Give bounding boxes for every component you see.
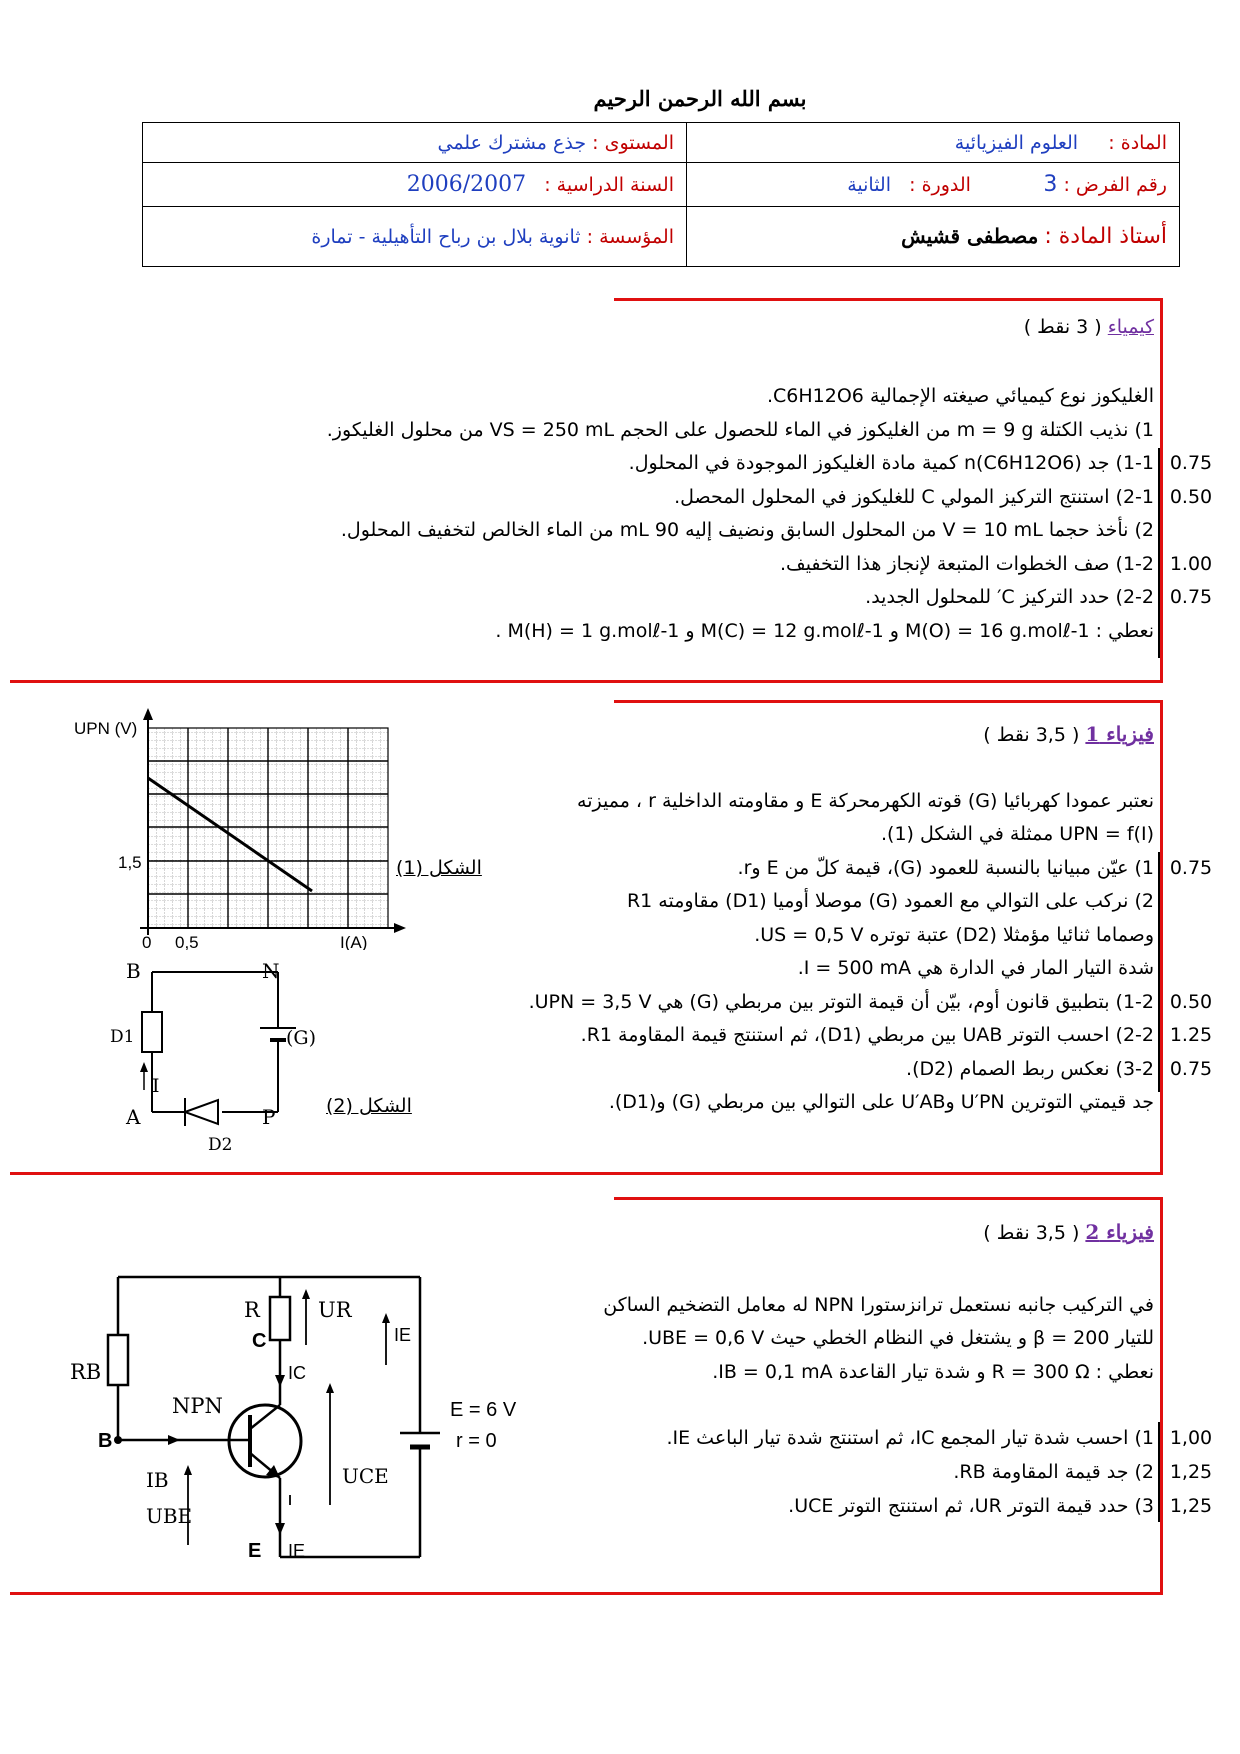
phys2-border-bottom bbox=[10, 1592, 1163, 1595]
subject-label: المادة : bbox=[1108, 131, 1167, 154]
label-d1: D1 bbox=[110, 1027, 135, 1047]
graph-y-tick: 1,5 bbox=[118, 853, 142, 872]
node-n: N bbox=[262, 959, 280, 983]
phys1-line-10: جد قيمتي التوترين U′PN وU′AB على التوالي بين مربطي (G) و(D1). bbox=[608, 1091, 1154, 1113]
phys1-line-6: شدة التيار المار في الدارة هي I = 500 mA. bbox=[797, 957, 1154, 979]
diode-d2 bbox=[185, 1100, 218, 1124]
graph-x-tick-1: 0,5 bbox=[175, 933, 199, 950]
exam-number-label: رقم الفرض : bbox=[1063, 174, 1167, 196]
circuit2-wires bbox=[152, 972, 278, 1112]
phys1-score-1: 0.75 bbox=[1169, 857, 1213, 879]
chem-line-8: نعطي : M(O) = 16 g.molℓ-1 و M(C) = 12 g.molℓ-1 و M(H) = 1 g.molℓ-1 . bbox=[495, 620, 1154, 642]
ie-bottom-arrow bbox=[275, 1523, 285, 1535]
chem-score-3: 1.00 bbox=[1169, 553, 1213, 575]
phys1-title-row bbox=[983, 722, 1154, 746]
label-e-value: E = 6 V bbox=[450, 1399, 517, 1421]
phys2-line-5: 2) جد قيمة المقاومة RB. bbox=[953, 1461, 1154, 1483]
ie-top-arrow bbox=[382, 1313, 390, 1323]
chem-score-1: 0.75 bbox=[1169, 452, 1213, 474]
chem-border-bottom bbox=[10, 680, 1163, 683]
phys2-line-3: نعطي : R = 300 Ω و شدة تيار القاعدة IB = 0,1 mA. bbox=[712, 1361, 1154, 1383]
phys2-title: فيزياء 2 bbox=[1085, 1220, 1154, 1244]
label-i: I bbox=[152, 1075, 160, 1097]
phys2-score-1: 1,00 bbox=[1169, 1427, 1213, 1449]
label-ie-top: IE bbox=[394, 1325, 412, 1345]
label-ie-bottom: IE bbox=[288, 1541, 306, 1561]
phys2-border-right bbox=[1160, 1197, 1163, 1594]
teacher-label: أستاذ المادة : bbox=[1044, 224, 1167, 249]
chem-line-7: 2-2) حدد التركيز C′ للمحلول الجديد. bbox=[865, 586, 1154, 608]
chem-line-1: الغليكوز نوع كيميائي صيغته الإجمالية C6H12O6. bbox=[766, 385, 1154, 407]
phys1-title: فيزياء 1 bbox=[1085, 722, 1154, 746]
chem-line-2: 1) نذيب الكتلة m = 9 g من الغليكوز في الماء للحصول على الحجم VS = 250 mL من محلول الغليكوز. bbox=[326, 419, 1154, 441]
phys1-score-divider bbox=[1158, 852, 1160, 1092]
chem-score-divider bbox=[1158, 448, 1160, 658]
label-r: R bbox=[244, 1298, 260, 1322]
session-label: الدورة : bbox=[909, 174, 971, 196]
phys2-score-divider bbox=[1158, 1422, 1160, 1522]
fig1-label: الشكل (1) bbox=[396, 857, 482, 879]
resistor-rb bbox=[108, 1335, 128, 1385]
graph-x-label: I(A) bbox=[340, 933, 368, 950]
basmala: بسم الله الرحمن الرحيم bbox=[593, 86, 807, 111]
label-d2: D2 bbox=[208, 1135, 233, 1150]
phys1-points: ( 3,5 نقط ) bbox=[983, 724, 1080, 746]
resistor-r bbox=[270, 1297, 290, 1340]
phys1-line-5: وصماما ثنائيا مؤمثلا (D2) عتبة توتره US = 0,5 V. bbox=[754, 924, 1154, 946]
teacher-value: مصطفى قشيش bbox=[901, 224, 1039, 248]
school-value: ثانوية بلال بن رباح التأهيلية - تمارة bbox=[311, 225, 581, 248]
phys1-score-3: 1.25 bbox=[1169, 1024, 1213, 1046]
graph-x-tick-0: 0 bbox=[142, 933, 152, 950]
label-r-value: r = 0 bbox=[456, 1430, 497, 1452]
phys1-line-8: 2-2) احسب التوتر UAB بين مربطي (D1)، ثم استنتج قيمة المقاومة R1. bbox=[580, 1024, 1154, 1046]
uce-arrow bbox=[326, 1383, 334, 1393]
chem-border-top bbox=[614, 298, 1163, 301]
label-g: (G) bbox=[286, 1027, 317, 1049]
chem-title-row bbox=[1024, 316, 1154, 338]
chem-title: كيمياء bbox=[1107, 316, 1154, 338]
node-b: B bbox=[126, 959, 141, 983]
phys2-score-2: 1,25 bbox=[1169, 1461, 1213, 1483]
phys1-line-1: نعتبر عمودا كهربائيا (G) قوته الكهرمحركة E و مقاومته الداخلية r ، مميزته bbox=[577, 790, 1154, 812]
phys1-line-2: UPN = f(I) ممثلة في الشكل (1). bbox=[880, 823, 1154, 845]
resistor-d1 bbox=[142, 1012, 162, 1052]
label-e: E bbox=[248, 1540, 262, 1562]
phys2-line-1: في التركيب جانبه نستعمل ترانزستورا NPN له معامل التضخيم الساكن bbox=[603, 1294, 1154, 1316]
phys1-line-7: 1-2) بتطبيق قانون أوم، بيّن أن قيمة التوتر بين مربطي (G) هي UPN = 3,5 V. bbox=[528, 991, 1154, 1013]
ib-arrow bbox=[168, 1435, 180, 1445]
ur-arrow bbox=[302, 1289, 310, 1299]
node-a: A bbox=[126, 1105, 141, 1129]
label-ic: IC bbox=[288, 1363, 306, 1383]
fig2-label: الشكل (2) bbox=[326, 1095, 412, 1117]
ic-arrow bbox=[275, 1375, 285, 1387]
label-npn: NPN bbox=[172, 1394, 223, 1418]
label-c: C bbox=[252, 1330, 267, 1352]
chem-line-5: 2) نأخذ حجما V = 10 mL من المحلول السابق ونضيف إليه 90 mL من الماء الخالص لتخفيف المحلول. bbox=[340, 519, 1154, 541]
graph-x-arrow bbox=[394, 923, 406, 933]
phys2-title-row bbox=[983, 1220, 1154, 1244]
node-p: P bbox=[262, 1105, 276, 1129]
node-b-dot bbox=[114, 1436, 122, 1444]
graph-y-arrow bbox=[143, 708, 153, 720]
chem-points: ( 3 نقط ) bbox=[1023, 316, 1102, 338]
subject-value: العلوم الفيزيائية bbox=[954, 131, 1079, 154]
level-label: المستوى : bbox=[592, 131, 674, 154]
current-arrow-head bbox=[140, 1062, 148, 1072]
phys1-line-3: 1) عيّن مبيانيا بالنسبة للعمود (G)، قيمة كلّ من E وr. bbox=[737, 857, 1154, 879]
year-value: 2006/2007 bbox=[406, 172, 527, 197]
exam-number-value: 3 bbox=[1043, 172, 1058, 197]
chem-score-2: 0.50 bbox=[1169, 486, 1213, 508]
phys1-score-2: 0.50 bbox=[1169, 991, 1213, 1013]
header-table bbox=[142, 122, 1180, 267]
phys1-border-bottom bbox=[10, 1172, 1163, 1175]
label-ib: IB bbox=[146, 1468, 169, 1492]
phys1-border-right bbox=[1160, 700, 1163, 1175]
graph-y-label: UPN (V) bbox=[74, 719, 138, 738]
phys2-border-top bbox=[614, 1197, 1163, 1200]
chem-score-4: 0.75 bbox=[1169, 586, 1213, 608]
label-ube: UBE bbox=[146, 1504, 193, 1528]
school-label: المؤسسة : bbox=[586, 225, 674, 248]
phys2-line-6: 3) حدد قيمة التوتر UR، ثم استنتج التوتر UCE. bbox=[788, 1495, 1154, 1517]
phys2-points: ( 3,5 نقط ) bbox=[983, 1222, 1080, 1244]
phys1-score-4: 0.75 bbox=[1169, 1058, 1213, 1080]
label-b: B bbox=[98, 1430, 113, 1452]
transistor-circuit bbox=[60, 1265, 560, 1575]
phys1-line-4: 2) نركب على التوالي مع العمود (G) موصلا أوميا (D1) مقاومته R1 bbox=[626, 890, 1154, 912]
phys2-score-3: 1,25 bbox=[1169, 1495, 1213, 1517]
label-uce: UCE bbox=[342, 1464, 389, 1488]
year-label: السنة الدراسية : bbox=[544, 174, 674, 196]
session-value: الثانية bbox=[847, 174, 892, 196]
label-ur: UR bbox=[318, 1298, 352, 1322]
chem-line-4: 2-1) استنتج التركيز المولي C للغليكوز في المحلول المحصل. bbox=[674, 486, 1154, 508]
ube-arrow bbox=[184, 1465, 192, 1475]
phys2-line-4: 1) احسب شدة تيار المجمع IC، ثم استنتج شدة تيار الباعث IE. bbox=[666, 1427, 1154, 1449]
upn-graph bbox=[60, 700, 410, 950]
chem-line-3: 1-1) جد n(C6H12O6) كمية مادة الغليكوز الموجودة في المحلول. bbox=[628, 452, 1154, 474]
label-rb: RB bbox=[70, 1360, 102, 1384]
chem-line-6: 1-2) صف الخطوات المتبعة لإنجاز هذا التخفيف. bbox=[779, 553, 1154, 575]
phys1-line-9: 3-2) نعكس ربط الصمام (D2). bbox=[906, 1058, 1154, 1080]
level-value: جذع مشترك علمي bbox=[437, 131, 587, 154]
circuit-fig2 bbox=[110, 950, 330, 1150]
phys2-line-2: للتيار β = 200 و يشتغل في النظام الخطي حيث UBE = 0,6 V. bbox=[642, 1327, 1154, 1349]
phys1-border-top bbox=[614, 700, 1163, 703]
